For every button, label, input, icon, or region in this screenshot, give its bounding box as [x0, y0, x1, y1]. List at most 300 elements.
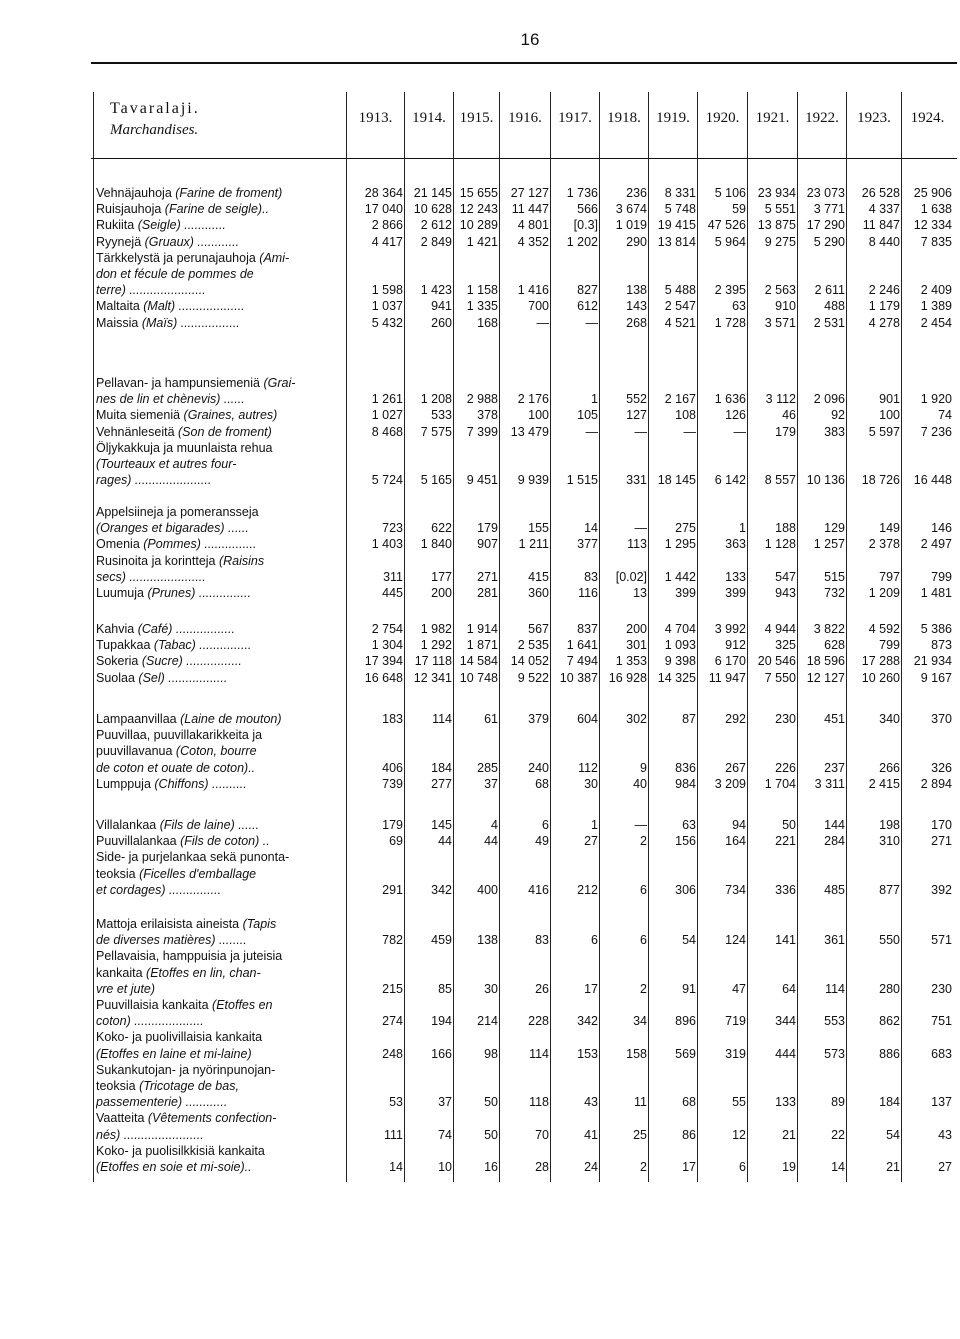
year-header: 1916. — [508, 110, 542, 126]
table-cell: 1 037 — [371, 299, 403, 314]
table-cell: — — [585, 315, 598, 330]
table-cell: 6 170 — [714, 654, 746, 669]
column-divider — [93, 92, 94, 1182]
table-cell: 399 — [725, 586, 746, 600]
table-cell: 4 417 — [371, 234, 403, 249]
table-cell: 277 — [431, 776, 452, 791]
header-rule — [91, 158, 957, 159]
table-cell: 74 — [438, 1127, 452, 1142]
table-cell: 6 142 — [714, 473, 746, 488]
table-cell: 21 — [782, 1127, 796, 1142]
table-cell: 515 — [824, 569, 845, 584]
table-cell: 284 — [824, 834, 845, 849]
row-label: Lumppuja (Chiffons) .......... — [96, 776, 247, 791]
table-cell: 336 — [775, 882, 796, 897]
table-cell: 155 — [528, 521, 549, 536]
table-cell: 700 — [528, 299, 549, 314]
table-cell: 1 202 — [566, 234, 598, 249]
table-cell: 14 — [831, 1160, 845, 1174]
row-label: de coton et ouate de coton).. — [96, 760, 256, 775]
table-cell: 50 — [484, 1095, 498, 1110]
table-cell: 11 — [634, 1095, 647, 1110]
table-cell: 47 526 — [707, 218, 746, 233]
table-cell: 4 521 — [664, 315, 696, 330]
row-label: Vehnäjauhoja (Farine de froment) — [96, 186, 283, 200]
table-cell: 4 801 — [517, 218, 549, 233]
table-cell: 16 — [484, 1160, 498, 1174]
table-cell: 2 547 — [664, 299, 696, 314]
year-header: 1920. — [705, 110, 740, 126]
table-cell: 98 — [484, 1046, 498, 1061]
row-label: teoksia (Tricotage de bas, — [96, 1079, 239, 1093]
table-cell: 275 — [675, 521, 696, 536]
table-cell: 827 — [577, 283, 598, 298]
table-cell: 734 — [725, 882, 746, 897]
table-cell: — — [634, 818, 647, 832]
table-cell: 896 — [675, 1014, 696, 1029]
table-cell: 290 — [626, 234, 647, 249]
table-cell: 10 289 — [459, 218, 498, 233]
table-cell: 310 — [879, 834, 900, 849]
table-cell: 14 — [584, 521, 598, 536]
row-label: Lampaanvillaa (Laine de mouton) — [96, 712, 282, 726]
table-cell: 87 — [682, 712, 696, 726]
row-label: Sokeria (Sucre) ................ — [96, 654, 242, 669]
table-cell: 1 481 — [920, 586, 952, 600]
table-cell: 15 655 — [459, 186, 498, 200]
table-cell: 124 — [725, 933, 746, 948]
table-cell: 445 — [382, 586, 403, 600]
table-cell: 46 — [782, 408, 796, 423]
table-cell: 240 — [528, 760, 549, 775]
table-cell: 17 040 — [364, 202, 403, 217]
table-cell: 2 176 — [517, 392, 549, 407]
row-label: nes de lin et chènevis) ...... — [96, 392, 245, 407]
table-cell: 379 — [528, 712, 549, 726]
row-label: (Etoffes en soie et mi-soie).. — [96, 1160, 252, 1174]
table-cell: 114 — [825, 981, 845, 996]
table-cell: 7 575 — [420, 424, 452, 439]
table-cell: 228 — [528, 1014, 549, 1029]
row-label: Sukankutojan- ja nyörinpunojan- — [96, 1062, 276, 1077]
table-cell: 164 — [725, 834, 746, 849]
table-cell: 83 — [584, 569, 598, 584]
table-cell: 44 — [438, 834, 452, 849]
table-cell: 37 — [438, 1095, 452, 1110]
table-cell: 43 — [938, 1127, 952, 1142]
table-cell: 1 — [591, 392, 598, 407]
table-cell: 7 550 — [764, 670, 796, 685]
table-cell: 14 325 — [657, 670, 696, 685]
table-cell: 4 — [491, 818, 498, 832]
table-cell: 214 — [477, 1014, 498, 1029]
row-label: Öljykakkuja ja muunlaista rehua — [96, 440, 273, 455]
table-cell: 553 — [824, 1014, 845, 1029]
table-cell: 8 468 — [371, 424, 403, 439]
table-cell: 415 — [528, 569, 549, 584]
table-cell: 912 — [725, 638, 746, 653]
table-cell: 50 — [484, 1127, 498, 1142]
table-cell: 9 451 — [466, 473, 498, 488]
table-cell: 1 295 — [664, 537, 696, 552]
row-label: Muita siemeniä (Graines, autres) — [96, 408, 278, 423]
table-cell: 6 — [640, 933, 647, 948]
year-header: 1923. — [857, 110, 891, 126]
table-cell: 184 — [879, 1095, 900, 1110]
table-cell: 44 — [484, 834, 498, 849]
table-cell: 18 145 — [657, 473, 696, 488]
table-cell: 1 641 — [566, 638, 598, 653]
table-cell: 126 — [725, 408, 746, 423]
table-cell: 281 — [477, 586, 498, 600]
top-rule — [91, 62, 957, 64]
table-cell: 266 — [879, 760, 900, 775]
table-cell: 2 415 — [868, 776, 900, 791]
row-label: Rusinoita ja korintteja (Raisins — [96, 553, 265, 568]
table-cell: 85 — [438, 981, 452, 996]
table-cell: 2 454 — [920, 315, 952, 330]
row-label: Mattoja erilaisista aineista (Tapis — [96, 917, 277, 931]
table-cell: 16 928 — [608, 670, 647, 685]
row-label: puuvillavanua (Coton, bourre — [96, 744, 257, 759]
table-cell: 177 — [431, 569, 452, 584]
table-cell: 28 — [535, 1160, 549, 1174]
table-cell: 59 — [732, 202, 746, 217]
row-label: Appelsiineja ja pomeransseja — [96, 505, 259, 519]
table-cell: 260 — [431, 315, 452, 330]
table-cell: 910 — [775, 299, 796, 314]
row-label: kankaita (Etoffes en lin, chan- — [96, 965, 261, 980]
table-cell: 54 — [682, 933, 696, 948]
table-cell: 26 528 — [861, 186, 900, 200]
table-cell: 2 395 — [714, 283, 746, 298]
row-label: Ryynejä (Gruaux) ............ — [96, 234, 240, 249]
table-cell: 11 947 — [708, 670, 746, 685]
row-label: Kahvia (Café) ................. — [96, 622, 235, 636]
table-cell: 25 906 — [913, 186, 952, 200]
table-cell: 17 — [584, 981, 598, 996]
table-cell: 30 — [584, 776, 598, 791]
row-label: Koko- ja puolisilkkisiä kankaita — [96, 1143, 265, 1158]
table-cell: 5 106 — [714, 186, 746, 200]
table-cell: 573 — [824, 1046, 845, 1061]
table-cell: 552 — [626, 392, 647, 407]
table-cell: 311 — [383, 569, 403, 584]
table-cell: 271 — [477, 569, 498, 584]
table-cell: 325 — [775, 638, 796, 653]
table-cell: 5 432 — [371, 315, 403, 330]
table-cell: 70 — [535, 1127, 549, 1142]
table-cell: 267 — [725, 760, 746, 775]
table-cell: 166 — [431, 1046, 452, 1061]
table-cell: 13 479 — [510, 424, 549, 439]
table-cell: 567 — [528, 622, 549, 636]
table-cell: 2 531 — [813, 315, 845, 330]
table-cell: 4 352 — [517, 234, 549, 249]
table-cell: 10 387 — [559, 670, 598, 685]
table-cell: 1 736 — [566, 186, 598, 200]
row-label: Tupakkaa (Tabac) ............... — [96, 638, 252, 653]
row-label: teoksia (Ficelles d'emballage — [96, 866, 257, 881]
table-cell: 3 571 — [764, 315, 796, 330]
table-cell: 342 — [431, 882, 452, 897]
table-cell: 342 — [577, 1014, 598, 1029]
row-label: Luumuja (Prunes) ............... — [96, 586, 251, 600]
table-cell: 2 378 — [868, 537, 900, 552]
row-label: (Etoffes en laine et mi-laine) — [96, 1046, 252, 1061]
year-header: 1917. — [558, 110, 592, 126]
table-cell: 6 — [542, 818, 549, 832]
table-cell: 129 — [824, 521, 845, 536]
row-label: passementerie) ............ — [96, 1095, 228, 1110]
table-cell: 1 211 — [518, 537, 549, 552]
table-cell: 83 — [535, 933, 549, 948]
table-cell: 230 — [775, 712, 796, 726]
table-cell: — — [683, 424, 696, 439]
table-cell: 10 136 — [806, 473, 845, 488]
table-cell: 138 — [626, 283, 647, 298]
table-cell: 179 — [477, 521, 498, 536]
table-cell: 10 260 — [861, 670, 900, 685]
table-cell: 739 — [382, 776, 403, 791]
table-cell: 1 209 — [868, 586, 900, 600]
table-cell: 344 — [775, 1014, 796, 1029]
table-cell: 179 — [775, 424, 796, 439]
table-cell: — — [733, 424, 746, 439]
table-cell: 399 — [675, 586, 696, 600]
table-cell: — — [585, 424, 598, 439]
table-cell: 89 — [831, 1095, 845, 1110]
table-cell: 20 546 — [757, 654, 796, 669]
row-label: et cordages) ............... — [96, 882, 222, 897]
table-cell: — — [536, 315, 549, 330]
table-cell: 1 704 — [764, 776, 796, 791]
table-cell: 226 — [775, 760, 796, 775]
table-cell: 230 — [931, 981, 952, 996]
table-cell: 291 — [382, 882, 403, 897]
table-cell: 23 073 — [806, 186, 845, 200]
table-cell: 1 292 — [420, 638, 452, 653]
row-label: Pellavaisia, hamppuisia ja juteisia — [96, 949, 283, 964]
table-cell: 236 — [626, 186, 647, 200]
table-cell: 1 335 — [466, 299, 498, 314]
table-cell: 9 522 — [517, 670, 549, 685]
table-cell: 2 167 — [664, 392, 696, 407]
table-cell: 2 535 — [517, 638, 549, 653]
table-cell: 9 275 — [764, 234, 796, 249]
table-cell: 1 304 — [371, 638, 403, 653]
table-cell: 153 — [577, 1046, 598, 1061]
table-cell: 138 — [477, 933, 498, 948]
table-cell: 141 — [775, 933, 796, 948]
table-cell: 198 — [879, 818, 900, 832]
year-header: 1915. — [459, 110, 494, 126]
table-cell: 17 394 — [364, 654, 403, 669]
table-cell: 27 — [584, 834, 598, 849]
table-cell: 11 447 — [511, 202, 549, 217]
table-cell: 2 246 — [868, 283, 900, 298]
table-cell: 114 — [432, 712, 452, 726]
table-cell: 1 027 — [371, 408, 403, 423]
table-cell: 100 — [879, 408, 900, 423]
row-label: Suolaa (Sel) ................. — [96, 670, 228, 685]
table-cell: 108 — [675, 408, 696, 423]
table-cell: 188 — [775, 521, 796, 536]
table-cell: 837 — [577, 622, 598, 636]
row-label: (Tourteaux et autres four- — [96, 457, 237, 471]
table-cell: 1 914 — [466, 622, 498, 636]
table-cell: 179 — [382, 818, 403, 832]
table-cell: 184 — [431, 760, 452, 775]
row-label: Rukiita (Seigle) ............ — [96, 218, 226, 233]
table-cell: 400 — [477, 882, 498, 897]
table-cell: 28 364 — [364, 186, 403, 200]
table-cell: 488 — [824, 299, 845, 314]
table-cell: 444 — [775, 1046, 796, 1061]
table-cell: 6 — [591, 933, 598, 948]
table-cell: 168 — [477, 315, 498, 330]
table-cell: 877 — [879, 882, 900, 897]
table-cell: 21 145 — [413, 186, 452, 200]
table-cell: [0.02] — [615, 569, 647, 584]
row-label: Ruisjauhoja (Farine de seigle).. — [96, 202, 270, 217]
table-cell: 19 — [782, 1160, 796, 1174]
year-header: 1918. — [607, 110, 641, 126]
table-cell: 12 — [732, 1127, 746, 1142]
table-cell: 799 — [931, 569, 952, 584]
table-cell: 306 — [675, 882, 696, 897]
page-number: 16 — [520, 30, 540, 49]
table-cell: 1 421 — [466, 234, 498, 249]
table-cell: 61 — [484, 712, 498, 726]
year-header: 1922. — [805, 110, 839, 126]
table-cell: 74 — [938, 408, 952, 423]
table-cell: 3 771 — [813, 202, 845, 217]
table-cell: 2 612 — [420, 218, 452, 233]
table-cell: 292 — [725, 712, 746, 726]
table-cell: 14 052 — [510, 654, 549, 669]
table-cell: 1 423 — [420, 283, 452, 298]
table-cell: 2 — [640, 834, 647, 849]
table-cell: 14 — [389, 1160, 403, 1174]
table-cell: 5 597 — [868, 424, 900, 439]
table-cell: 1 — [739, 521, 746, 536]
table-cell: 194 — [431, 1014, 452, 1029]
row-label: nés) ....................... — [96, 1127, 204, 1142]
table-cell: 302 — [626, 712, 647, 726]
table-cell: 1 442 — [664, 569, 696, 584]
table-cell: 17 288 — [861, 654, 900, 669]
table-cell: 836 — [675, 760, 696, 775]
table-cell: 8 440 — [868, 234, 900, 249]
table-cell: 37 — [484, 776, 498, 791]
row-label: coton) .................... — [96, 1014, 204, 1029]
row-label: secs) ...................... — [96, 569, 206, 584]
table-cell: 1 093 — [664, 638, 696, 653]
table-cell: 2 866 — [371, 218, 403, 233]
table-cell: 1 636 — [714, 392, 746, 407]
table-cell: 2 988 — [466, 392, 498, 407]
table-cell: 221 — [775, 834, 796, 849]
table-cell: 3 209 — [714, 776, 746, 791]
table-cell: 5 964 — [714, 234, 746, 249]
table-cell: 2 409 — [920, 283, 952, 298]
table-cell: 92 — [831, 408, 845, 423]
table-cell: 604 — [577, 712, 598, 726]
table-cell: — — [634, 521, 647, 536]
table-cell: 68 — [682, 1095, 696, 1110]
table-cell: 34 — [633, 1014, 647, 1029]
table-cell: 215 — [382, 981, 403, 996]
table-cell: 1 840 — [420, 537, 452, 552]
table-cell: 271 — [931, 834, 952, 849]
row-label: terre) ...................... — [96, 283, 206, 298]
table-cell: 156 — [675, 834, 696, 849]
table-cell: 406 — [382, 760, 403, 775]
table-cell: 416 — [528, 882, 549, 897]
row-label: Vaatteita (Vêtements confection- — [96, 1111, 277, 1126]
table-cell: 13 814 — [657, 234, 696, 249]
table-cell: 943 — [775, 586, 796, 600]
row-label: rages) ...................... — [96, 473, 212, 488]
table-cell: 113 — [627, 537, 647, 552]
table-cell: 248 — [382, 1046, 403, 1061]
table-cell: 1 179 — [868, 299, 900, 314]
table-cell: 1 389 — [920, 299, 952, 314]
table-cell: 7 236 — [920, 424, 952, 439]
table-cell: 566 — [577, 202, 598, 217]
table-cell: 41 — [584, 1127, 598, 1142]
table-cell: 392 — [931, 882, 952, 897]
table-cell: 984 — [675, 776, 696, 791]
table-cell: 17 — [682, 1160, 696, 1174]
table-cell: 6 — [739, 1160, 746, 1174]
table-cell: 68 — [535, 776, 549, 791]
table-cell: 797 — [879, 569, 900, 584]
table-cell: 21 — [886, 1160, 900, 1174]
table-cell: 886 — [879, 1046, 900, 1061]
table-cell: 63 — [732, 299, 746, 314]
table-cell: 127 — [626, 408, 647, 423]
table-cell: 30 — [484, 981, 498, 996]
table-cell: 8 557 — [764, 473, 796, 488]
table-cell: 1 019 — [615, 218, 647, 233]
table-cell: 94 — [732, 818, 746, 832]
table-cell: 285 — [477, 760, 498, 775]
table-cell: 1 208 — [420, 392, 452, 407]
table-cell: 43 — [584, 1095, 598, 1110]
header-title-fi: Tavaralaji. — [110, 100, 200, 117]
table-cell: 4 337 — [868, 202, 900, 217]
table-cell: 2 849 — [420, 234, 452, 249]
table-cell: 10 628 — [413, 202, 452, 217]
table-cell: 13 — [633, 586, 647, 600]
table-cell: 105 — [577, 408, 598, 423]
table-cell: 24 — [584, 1160, 598, 1174]
table-cell: 19 415 — [657, 218, 696, 233]
table-cell: — — [634, 424, 647, 439]
table-cell: 1 257 — [813, 537, 845, 552]
table-cell: 146 — [931, 521, 952, 536]
table-cell: 12 243 — [459, 202, 498, 217]
table-cell: 237 — [824, 760, 845, 775]
table-cell: 54 — [886, 1127, 900, 1142]
table-cell: 901 — [879, 392, 900, 407]
row-label: don et fécule de pommes de — [96, 267, 254, 281]
table-cell: 363 — [725, 537, 746, 552]
table-cell: 873 — [931, 638, 952, 653]
table-cell: 2 096 — [813, 392, 845, 407]
